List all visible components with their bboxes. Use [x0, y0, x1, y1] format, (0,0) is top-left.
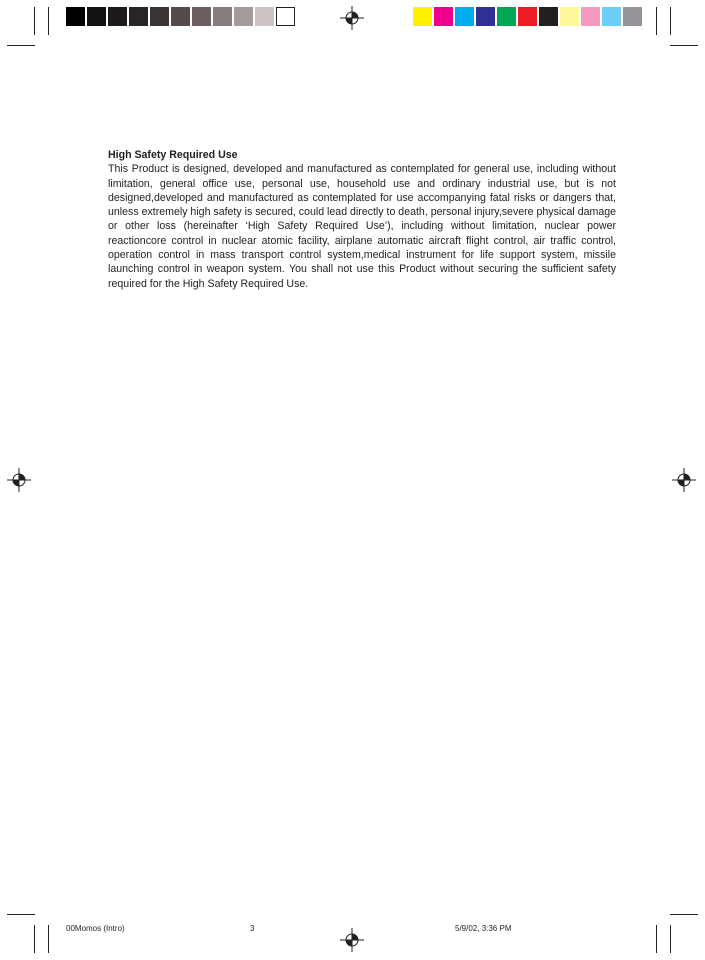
color-swatch-10 [602, 7, 621, 26]
color-swatch-2 [434, 7, 453, 26]
color-swatch-11 [623, 7, 642, 26]
crop-mark-top-left-inner [48, 7, 49, 35]
gray-swatch-7 [192, 7, 211, 26]
gray-swatch-4 [129, 7, 148, 26]
crop-mark-top-right-horizontal [670, 45, 698, 46]
crop-mark-bottom-left-horizontal [7, 914, 35, 915]
footer-filename: 00Momos (Intro) [66, 924, 125, 933]
section-heading: High Safety Required Use [108, 149, 238, 161]
safety-notice-section [108, 148, 616, 291]
crop-mark-top-right-vertical [670, 7, 671, 35]
color-swatch-9 [581, 7, 600, 26]
color-swatch-4 [476, 7, 495, 26]
registration-mark-right-icon [672, 468, 696, 492]
crop-mark-top-left-horizontal [7, 45, 35, 46]
gray-swatch-11 [276, 7, 295, 26]
gray-swatch-8 [213, 7, 232, 26]
footer-timestamp: 5/9/02, 3:36 PM [455, 924, 512, 933]
crop-mark-bottom-left-inner [48, 925, 49, 953]
crop-mark-top-left-vertical [34, 7, 35, 35]
color-swatch-7 [539, 7, 558, 26]
color-swatch-3 [455, 7, 474, 26]
crop-mark-bottom-right-inner [656, 925, 657, 953]
section-paragraph: This Product is designed, developed and manufactured as contemplated for general use, including without limitation, general office use, personal use, household use and ordinary industrial use, but is not designed,developed and manufactured as contemplated for use accompanying fatal risks or dangers that, unless extremely high safety is secured, could lead directly to death, personal injury,severe physical damage or other loss (hereinafter ‘High Safety Required Use’), including without limitation, nuclear power reactioncore control in nuclear atomic facility, airplane automatic aircraft flight control, air traffic control, operation control in mass transport control system,medical instrument for life support system, missile launching control in weapon system. You shall not use this Product without securing the sufficient safety required for the High Safety Required Use. [108, 163, 616, 290]
registration-mark-bottom-icon [340, 928, 364, 952]
grayscale-color-bar [66, 7, 297, 26]
crop-mark-top-right-inner [656, 7, 657, 35]
crop-mark-bottom-right-horizontal [670, 914, 698, 915]
color-swatch-5 [497, 7, 516, 26]
process-color-bar [413, 7, 644, 26]
footer-page-number: 3 [250, 924, 255, 933]
crop-mark-bottom-left-vertical [34, 925, 35, 953]
gray-swatch-1 [66, 7, 85, 26]
registration-mark-top-icon [340, 6, 364, 30]
gray-swatch-9 [234, 7, 253, 26]
registration-mark-left-icon [7, 468, 31, 492]
color-swatch-6 [518, 7, 537, 26]
color-swatch-8 [560, 7, 579, 26]
gray-swatch-5 [150, 7, 169, 26]
gray-swatch-2 [87, 7, 106, 26]
gray-swatch-6 [171, 7, 190, 26]
gray-swatch-10 [255, 7, 274, 26]
color-swatch-1 [413, 7, 432, 26]
crop-mark-bottom-right-vertical [670, 925, 671, 953]
gray-swatch-3 [108, 7, 127, 26]
